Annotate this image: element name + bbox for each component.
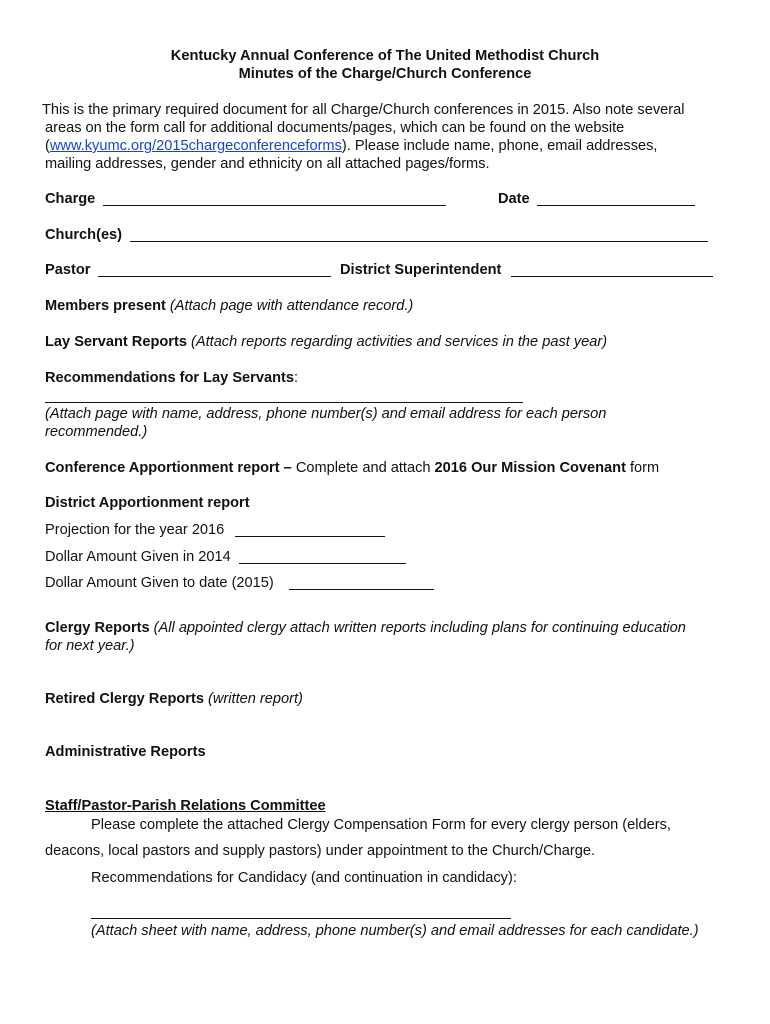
- members-present-note: (Attach page with attendance record.): [165, 298, 414, 314]
- website-link[interactable]: www.kyumc.org/2015chargeconferenceforms: [49, 138, 342, 154]
- retired-clergy-reports: [45, 690, 303, 708]
- district-apportionment-label: District Apportionment report: [45, 495, 250, 511]
- intro-line-3: [45, 137, 657, 155]
- pastor-label: Pastor: [45, 262, 91, 278]
- given-2015-field[interactable]: [289, 589, 434, 590]
- churches-label: Church(es): [45, 227, 123, 243]
- lay-servant-reports: [45, 333, 607, 351]
- candidacy-field[interactable]: [91, 918, 511, 919]
- charge-field[interactable]: [103, 205, 446, 206]
- clergy-reports-note-2: for next year.): [45, 638, 135, 654]
- clergy-reports: [45, 619, 686, 637]
- lay-servant-recommendations-colon: :: [293, 370, 299, 386]
- lay-servant-recommendations-note-1: (Attach page with name, address, phone number(s) and email address for each person: [45, 406, 607, 422]
- lay-servant-recommendations-label: Recommendations for Lay Servants: [45, 370, 294, 386]
- retired-clergy-reports-label: Retired Clergy Reports: [45, 691, 204, 707]
- spprc-line-2: deacons, local pastors and supply pastors) under appointment to the Church/Charge.: [45, 843, 596, 859]
- intro-line-2: areas on the form call for additional documents/pages, which can be found on the website: [45, 120, 625, 136]
- intro-line-3-rest: ). Please include name, phone, email addresses,: [341, 138, 658, 154]
- intro-paren: (: [45, 138, 50, 154]
- given-2015-label: Dollar Amount Given to date (2015): [45, 575, 274, 591]
- members-present-label: Members present: [45, 298, 166, 314]
- retired-clergy-reports-note: (written report): [203, 691, 303, 707]
- intro-line-1: This is the primary required document for all Charge/Church conferences in 2015. Also note several: [42, 102, 685, 118]
- candidacy-label: Recommendations for Candidacy (and continuation in candidacy):: [91, 870, 517, 886]
- date-field[interactable]: [537, 205, 695, 206]
- churches-field[interactable]: [130, 241, 708, 242]
- lay-servant-reports-note: (Attach reports regarding activities and services in the past year): [186, 334, 608, 350]
- projection-label: Projection for the year 2016: [45, 522, 225, 538]
- document-subtitle: Minutes of the Charge/Church Conference: [238, 66, 532, 82]
- projection-field[interactable]: [235, 536, 385, 537]
- candidacy-note: (Attach sheet with name, address, phone number(s) and email addresses for each candidate.): [91, 923, 699, 939]
- mission-covenant-form-name: 2016 Our Mission Covenant: [434, 460, 626, 476]
- lay-servant-recommendations: [45, 369, 298, 387]
- lay-servant-recommendations-note-2: recommended.): [45, 424, 148, 440]
- document-title: Kentucky Annual Conference of The United Methodist Church: [170, 48, 600, 64]
- given-2014-field[interactable]: [239, 563, 406, 564]
- lay-servant-recommendations-field[interactable]: [45, 402, 523, 403]
- intro-line-4: mailing addresses, gender and ethnicity on all attached pages/forms.: [45, 156, 490, 172]
- spprc-heading: Staff/Pastor-Parish Relations Committee: [45, 798, 326, 814]
- district-superintendent-label: District Superintendent: [340, 262, 502, 278]
- given-2014-label: Dollar Amount Given in 2014: [45, 549, 231, 565]
- members-present: [45, 297, 413, 315]
- date-label: Date: [498, 191, 530, 207]
- district-superintendent-field[interactable]: [511, 276, 713, 277]
- clergy-reports-note-1: (All appointed clergy attach written reports including plans for continuing education: [149, 620, 686, 636]
- spprc-line-1: Please complete the attached Clergy Compensation Form for every clergy person (elders,: [91, 817, 671, 833]
- charge-label: Charge: [45, 191, 96, 207]
- conference-apportionment-text: Complete and attach: [291, 460, 435, 476]
- administrative-reports-label: Administrative Reports: [45, 744, 206, 760]
- pastor-field[interactable]: [98, 276, 331, 277]
- conference-apportionment-form-word: form: [625, 460, 660, 476]
- clergy-reports-label: Clergy Reports: [45, 620, 150, 636]
- lay-servant-reports-label: Lay Servant Reports: [45, 334, 187, 350]
- conference-apportionment-report: [45, 459, 659, 477]
- conference-apportionment-label: Conference Apportionment report –: [45, 460, 292, 476]
